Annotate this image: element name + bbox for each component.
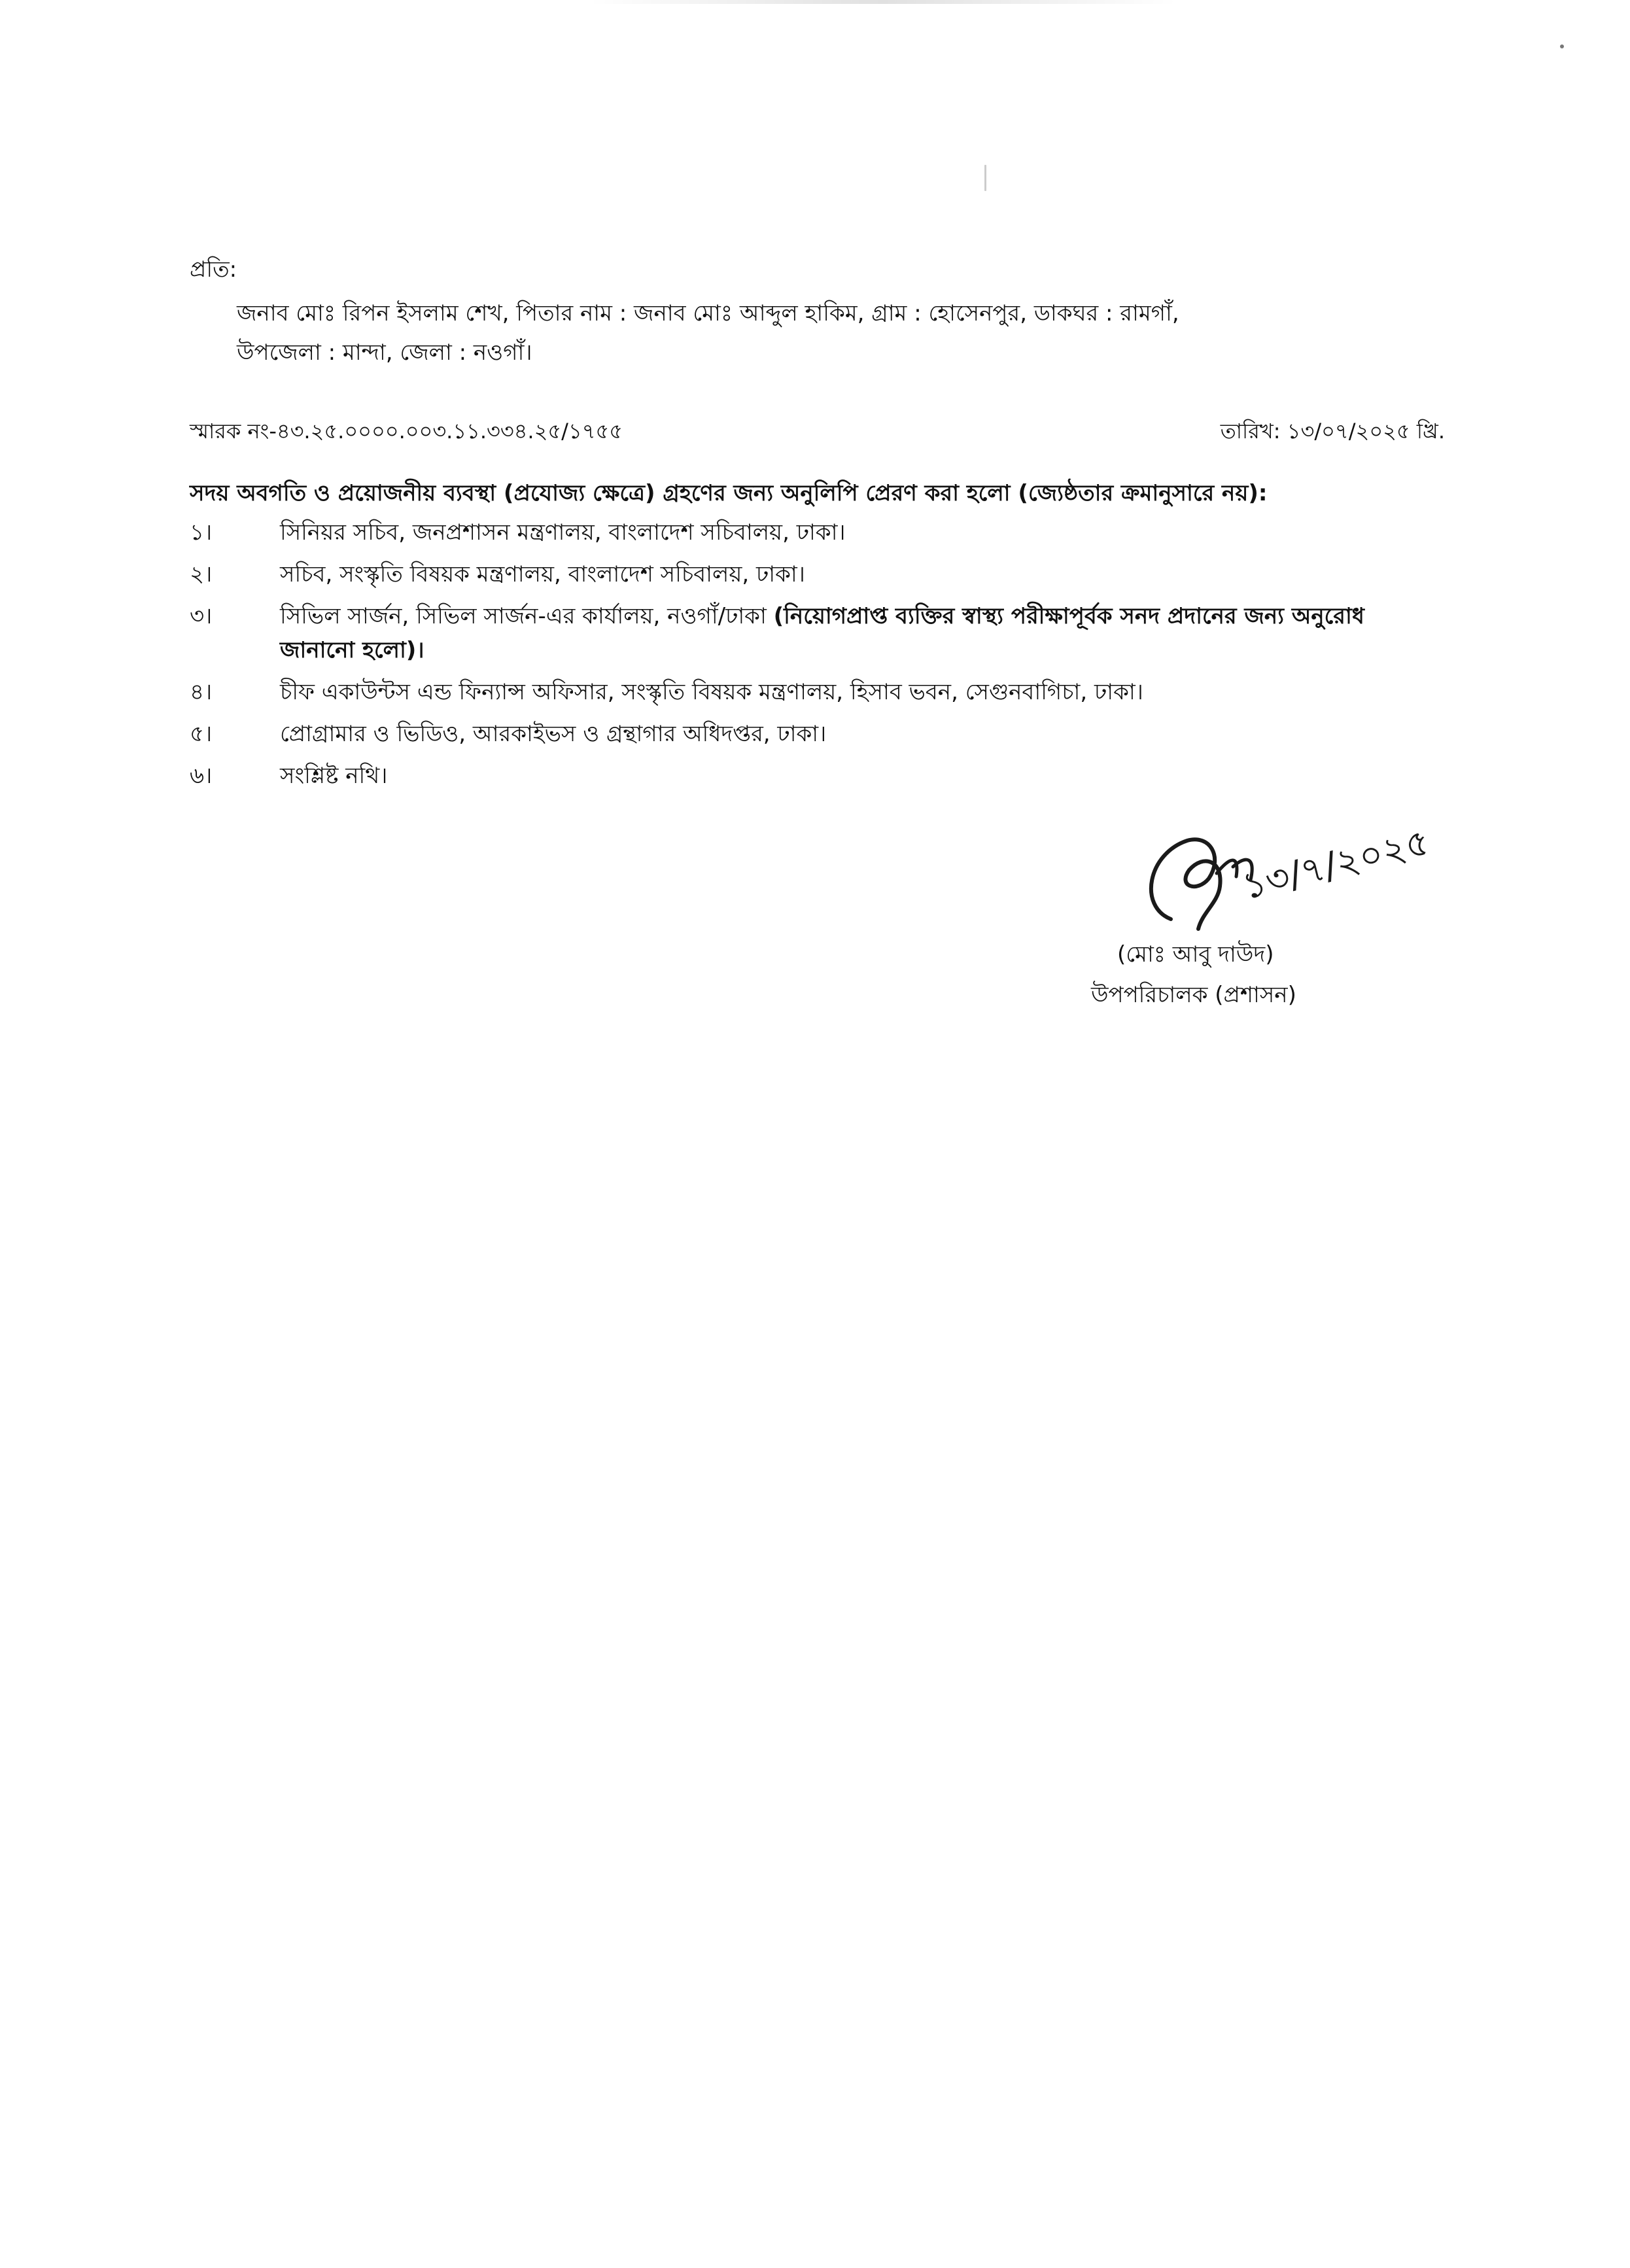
list-item-number: ৫। [190,721,213,747]
list-item [190,515,1446,550]
list-item-number: ২। [190,561,213,587]
list-item-text: সিনিয়র সচিব, জনপ্রশাসন মন্ত্রণালয়, বাংলাদেশ সচিবালয়, ঢাকা। [280,519,846,546]
list-item [190,675,1446,709]
copy-distribution-heading: সদয় অবগতি ও প্রয়োজনীয় ব্যবস্থা (প্রযোজ্য ক্ষেত্রে) গ্রহণের জন্য অনুলিপি প্রেরণ করা হলো (জ্যেষ্ঠতার ক্রমানুসারে নয়): [190,480,1268,506]
list-item-number: ৬। [190,763,213,789]
list-item-text: সচিব, সংস্কৃতি বিষয়ক মন্ত্রণালয়, বাংলাদেশ সচিবালয়, ঢাকা। [280,561,805,587]
list-item-text: সিভিল সার্জন, সিভিল সার্জন-এর কার্যালয়, নওগাঁ/ঢাকা [280,603,774,629]
addressee-label: প্রতি: [190,256,237,283]
list-item-text: সংশ্লিষ্ট নথি। [280,763,388,789]
list-item [190,557,1446,591]
list-item-text: চীফ একাউন্টস এন্ড ফিন্যান্স অফিসার, সংস্কৃতি বিষয়ক মন্ত্রণালয়, হিসাব ভবন, সেগুনবাগিচা, ঢাকা। [280,679,1143,705]
list-item [190,599,1446,667]
list-item-bold-note: (নিয়োগপ্রাপ্ত ব্যক্তির স্বাস্থ্য পরীক্ষাপূর্বক সনদ প্রদানের জন্য অনুরোধ জানানো হলো)। [280,603,1364,663]
copy-distribution-list [190,515,1446,801]
signer-designation: উপপরিচালক (প্রশাসন) [1091,982,1296,1008]
signature-drawing [1125,795,1465,945]
scan-speck [1560,44,1564,48]
list-item [190,759,1446,793]
list-item-number: ১। [190,519,213,546]
memo-number: স্মারক নং-৪৩.২৫.০০০০.০০৩.১১.৩৩৪.২৫/১৭৫৫ [190,419,623,444]
list-item-number: ৩। [190,603,213,629]
addressee-line-2: উপজেলা : মান্দা, জেলা : নওগাঁ। [237,340,532,366]
addressee-line-1: জনাব মোঃ রিপন ইসলাম শেখ, পিতার নাম : জনাব মোঃ আব্দুল হাকিম, গ্রাম : হোসেনপুর, ডাকঘর : রামগাঁ, [237,300,1179,326]
list-item-number: ৪। [190,679,213,705]
memo-date: তারিখ: ১৩/০৭/২০২৫ খ্রি. [1220,419,1445,444]
signer-name: (মোঃ আবু দাউদ) [1117,941,1274,968]
list-item-text: প্রোগ্রামার ও ভিডিও, আরকাইভস ও গ্রন্থাগার অধিদপ্তর, ঢাকা। [280,721,827,747]
signature-handwritten-date: ১৩/৭/২০২৫ [1238,820,1434,909]
list-item-text-group [280,599,1446,667]
scan-mark [984,165,986,191]
scan-edge-shadow [589,0,1177,4]
handwritten-signature [1125,795,1465,945]
list-item [190,717,1446,751]
